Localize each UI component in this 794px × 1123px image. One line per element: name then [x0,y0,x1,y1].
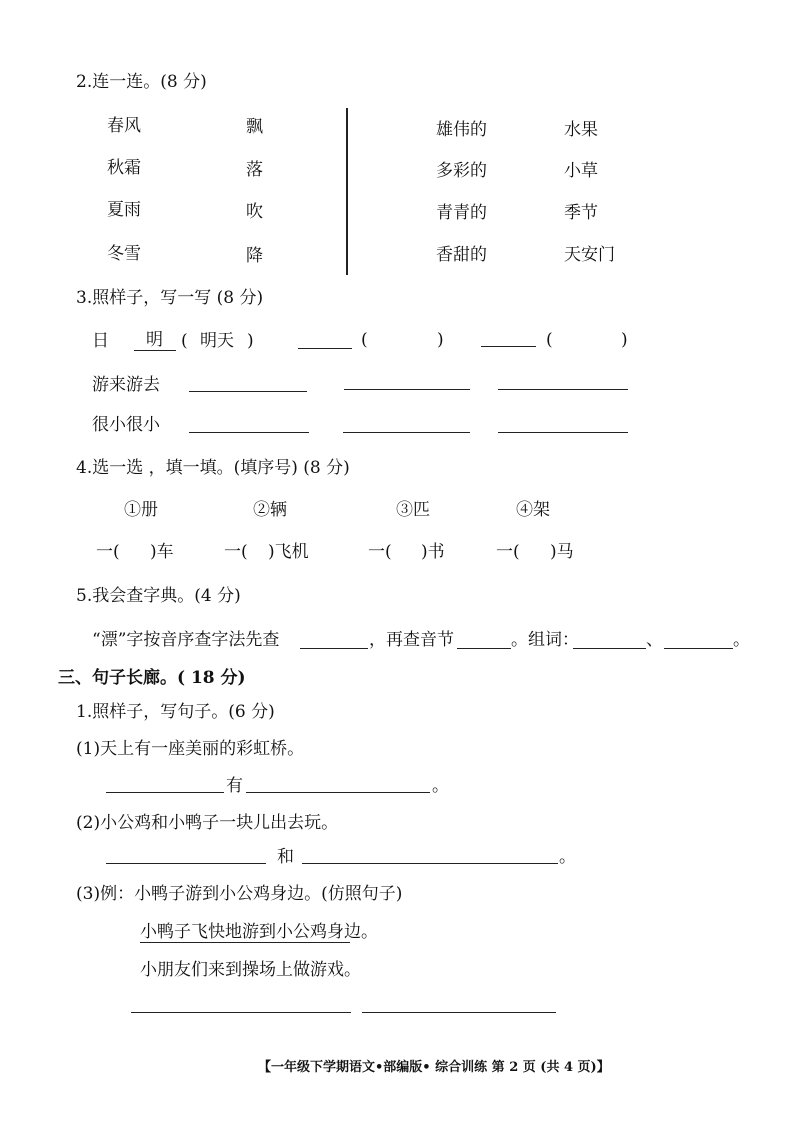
q2-left-col2-item-1: 飘 [246,117,263,137]
section3-s3-blank-2[interactable] [362,1012,556,1013]
q4-blank-2-suffix: )飞机 [268,542,309,562]
q5-end: 。 [733,630,750,650]
q2-title: 2.连一连。(8 分) [76,72,207,92]
q4-option-1: ①册 [124,500,158,520]
q3-row2-label: 游来游去 [92,375,160,395]
section3-s1-mid: 有 [226,776,243,796]
section3-s1-end: 。 [432,776,449,796]
q4-title: 4.选一选 ，填一填。(填序号) (8 分) [76,458,350,478]
q3-title: 3.照样子，写一写 (8 分) [76,288,264,308]
section3-s2-mid: 和 [277,847,294,867]
section3-s2-end: 。 [559,847,576,867]
q5-blank-word-2[interactable] [664,648,733,649]
section3-s1-blank-2[interactable] [246,792,430,793]
q2-left-col2-item-4: 降 [246,246,263,266]
q2-left-col2-item-3: 吹 [246,202,263,222]
section3-s3-task: 小朋友们来到操场上做游戏。 [140,960,361,980]
q5-blank-letter[interactable] [300,648,368,649]
section3-title: 三、句子长廊。( 18 分) [58,668,246,688]
q3-row1-blank-1-paren-open: ( [361,330,368,350]
section3-q1-title: 1.照样子，写句子。(6 分) [76,702,275,722]
q2-right-col2-item-1: 水果 [564,120,598,140]
section3-s3-blank-1[interactable] [131,1012,351,1013]
q5-title: 5.我会查字典。(4 分) [76,586,241,606]
q3-row1-blank-1-paren-close: ) [437,330,444,350]
q3-row2-blank-3[interactable] [498,389,628,390]
q3-row3-label: 很小很小 [92,415,160,435]
section3-s2: (2)小公鸡和小鸭子一块儿出去玩。 [76,813,339,833]
section3-s3: (3)例：小鸭子游到小公鸡身边。(仿照句子) [76,884,403,904]
page-footer: 【一年级下学期语文•部编版• 综合训练 第 2 页 (共 4 页)】 [258,1060,610,1075]
q3-row1-example-char: 明 [146,330,163,350]
q3-row3-blank-3[interactable] [498,432,628,433]
q4-blank-3-prefix: 一( [368,542,392,562]
section3-s3-example-underline [140,942,350,943]
q2-right-col1-item-3: 青青的 [436,203,487,223]
q2-left-col2-item-2: 落 [246,160,263,180]
q2-right-col1-item-2: 多彩的 [436,161,487,181]
q2-right-col2-item-3: 季节 [564,203,598,223]
q3-row1-example-paren-open: ( [181,331,188,351]
q5-separator: 、 [646,630,663,650]
section3-s1-blank-1[interactable] [106,792,224,793]
q3-row1-blank-2-paren-open: ( [546,330,553,350]
q2-divider [346,108,348,275]
q2-right-col1-item-1: 雄伟的 [436,120,487,140]
q4-blank-3-suffix: )书 [421,542,445,562]
q4-option-2: ②辆 [253,500,287,520]
q3-row2-blank-2[interactable] [344,389,470,390]
q4-option-4: ④架 [516,500,550,520]
section3-s3-example: 小鸭子飞快地游到小公鸡身边。 [140,922,378,942]
section3-s2-blank-1[interactable] [106,863,266,864]
q5-blank-syllable[interactable] [457,648,511,649]
q5-part3: 。组词： [511,630,579,650]
q2-left-col1-item-2: 秋霜 [107,158,141,178]
q5-part2: ，再查音节 [369,630,454,650]
q2-left-col1-item-4: 冬雪 [107,244,141,264]
q2-right-col2-item-4: 天安门 [564,245,615,265]
section3-s1: (1)天上有一座美丽的彩虹桥。 [76,739,305,759]
section3-s2-blank-2[interactable] [302,863,558,864]
q4-blank-4-suffix: )马 [550,542,574,562]
q5-part1: “漂”字按音序查字法先查 [92,630,280,650]
q2-left-col1-item-1: 春风 [107,116,141,136]
q2-right-col2-item-2: 小草 [564,161,598,181]
q4-blank-1-suffix: )车 [150,542,174,562]
q2-left-col1-item-3: 夏雨 [107,200,141,220]
q3-row1-char: 日 [92,331,109,351]
q3-row3-blank-2[interactable] [343,432,470,433]
q3-row1-blank-2[interactable] [481,346,536,347]
q3-row1-example-underline [134,350,176,351]
q5-blank-word-1[interactable] [573,648,646,649]
q3-row3-blank-1[interactable] [189,432,309,433]
q4-option-3: ③匹 [396,500,430,520]
q2-right-col1-item-4: 香甜的 [436,245,487,265]
q3-row1-example-word: 明天 [200,331,234,351]
q3-row1-blank-2-paren-close: ) [621,330,628,350]
q4-blank-2-prefix: 一( [224,542,248,562]
q3-row2-blank-1[interactable] [189,391,307,392]
q3-row1-blank-1[interactable] [298,348,352,349]
q4-blank-1-prefix: 一( [96,542,120,562]
q4-blank-4-prefix: 一( [496,542,520,562]
q3-row1-example-paren-close: ) [247,331,254,351]
